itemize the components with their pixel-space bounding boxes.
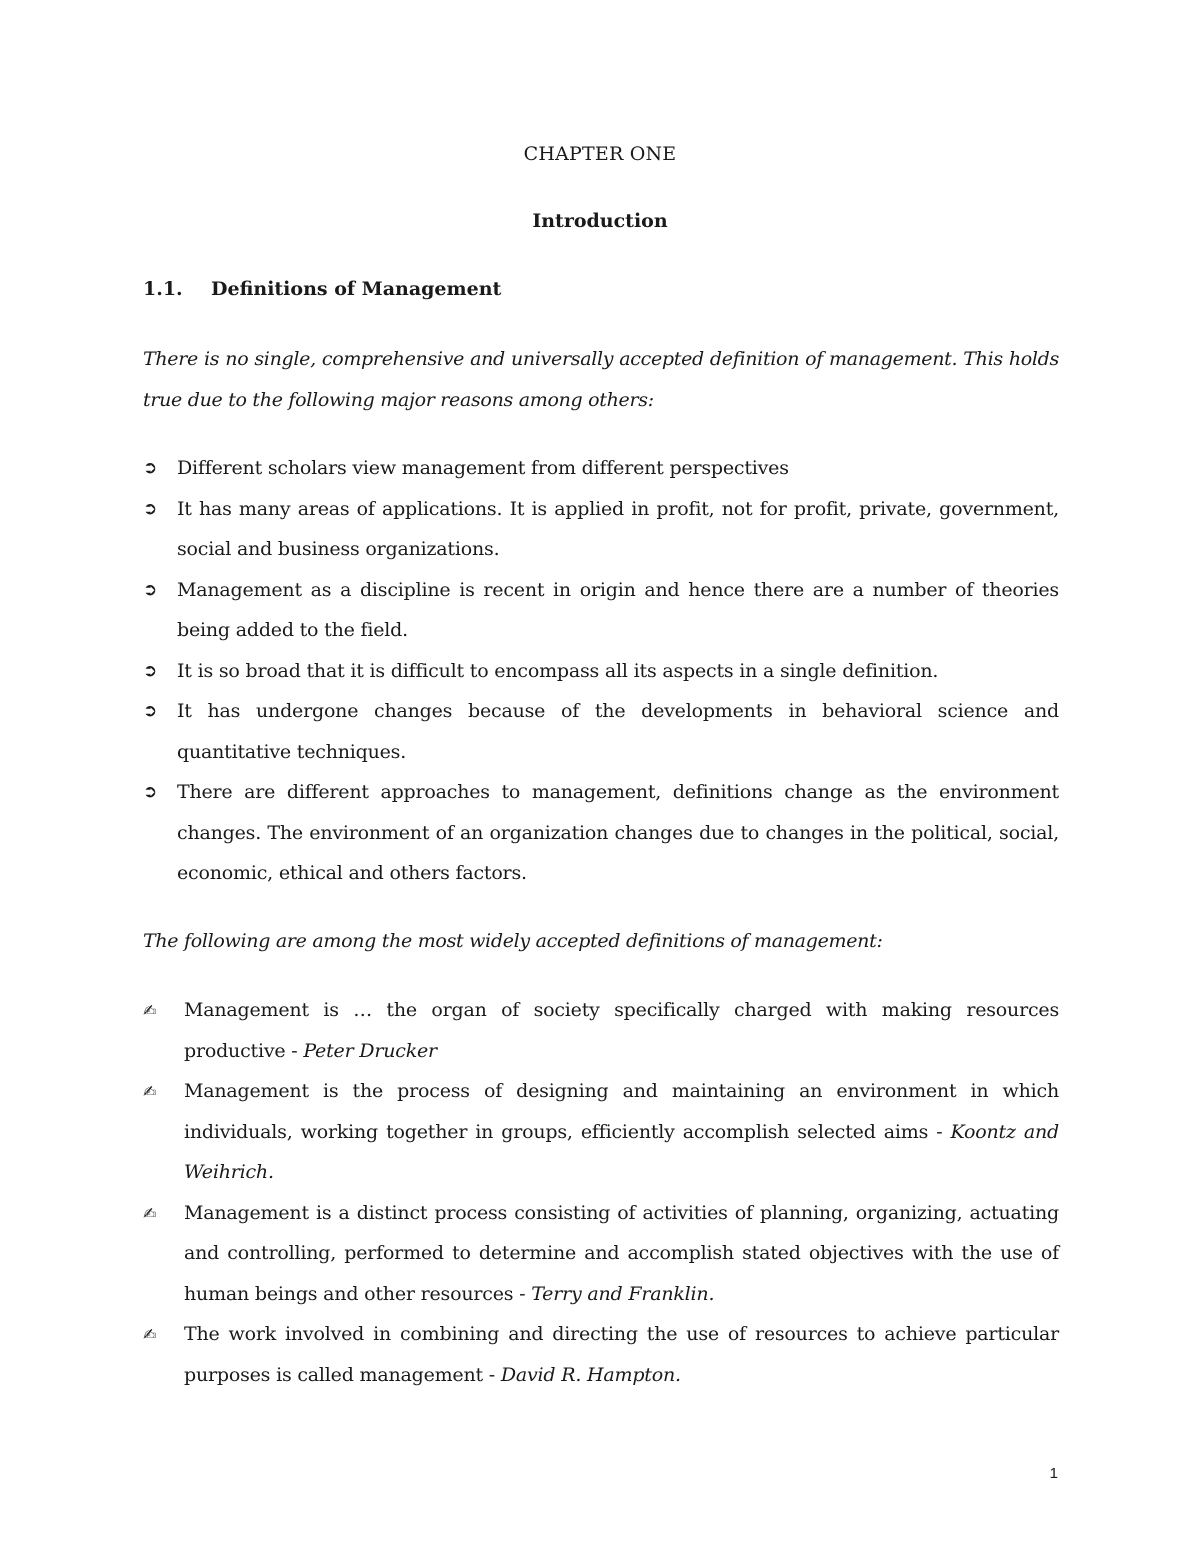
definition-text: The work involved in combining and directing the use of resources to achieve particular purposes is called management -	[184, 1323, 1059, 1386]
subsection-title: Definitions of Management	[211, 278, 502, 300]
definition-text: Management is a distinct process consisting of activities of planning, organizing, actuating and controlling, performed to determine and accomplish stated objectives with the use of human beings and other resources -	[184, 1201, 1059, 1305]
list-item	[143, 570, 1059, 651]
reasons-list	[143, 448, 1059, 894]
chapter-title: CHAPTER ONE	[523, 143, 677, 165]
page-number: 1	[1049, 1465, 1058, 1482]
subsection-number: 1.1.	[143, 278, 183, 300]
list-item-text: Different scholars view management from different perspectives	[177, 457, 789, 479]
arrow-bullet-icon: ➲	[143, 701, 158, 721]
writing-hand-icon: ✍	[143, 1203, 157, 1223]
list-item	[143, 691, 1059, 772]
list-item	[143, 651, 1059, 692]
definitions-list	[143, 990, 1059, 1395]
arrow-bullet-icon: ➲	[143, 579, 158, 600]
definitions-intro: The following are among the most widely accepted definitions of management:	[143, 930, 883, 952]
list-item-text: Management as a discipline is recent in origin and hence there are a number of theories being added to the field.	[177, 578, 1059, 641]
list-item-text: It has many areas of applications. It is applied in profit, not for profit, private, government, social and business organizations.	[177, 497, 1059, 560]
arrow-bullet-icon: ➲	[143, 782, 158, 802]
arrow-bullet-icon: ➲	[143, 498, 158, 519]
intro-paragraph: There is no single, comprehensive and universally accepted definition of management. This holds true due to the following major reasons among others:	[143, 348, 1059, 411]
section-title: Introduction	[532, 210, 668, 232]
definition-author: David R. Hampton.	[500, 1363, 681, 1386]
definition-item	[143, 1314, 1059, 1395]
arrow-bullet-icon: ➲	[143, 458, 158, 478]
definition-text: Management is … the organ of society specifically charged with making resources productive -	[184, 999, 1059, 1062]
writing-hand-icon: ✍	[143, 1082, 157, 1101]
definition-author: Koontz and Weihrich.	[184, 1120, 1059, 1183]
list-item	[143, 489, 1059, 570]
list-item	[143, 772, 1059, 894]
definition-item	[143, 990, 1059, 1071]
list-item-text: It has undergone changes because of the developments in behavioral science and quantitative techniques.	[177, 700, 1059, 763]
writing-hand-icon: ✍	[143, 1001, 157, 1020]
list-item-text: It is so broad that it is difficult to encompass all its aspects in a single definition.	[177, 659, 939, 682]
writing-hand-icon: ✍	[143, 1325, 157, 1344]
definition-item	[143, 1071, 1059, 1193]
arrow-bullet-icon: ➲	[143, 660, 158, 681]
definition-item	[143, 1193, 1059, 1315]
definition-author: Peter Drucker	[303, 1039, 437, 1062]
subsection-heading	[143, 278, 501, 300]
list-item-text: There are different approaches to management, definitions change as the environment changes. The environment of an organization changes due to changes in the political, social, economic, ethical and others factors.	[177, 781, 1059, 884]
definition-text: Management is the process of designing and maintaining an environment in which individuals, working together in groups, efficiently accomplish selected aims -	[184, 1080, 1059, 1143]
definition-author: Terry and Franklin.	[531, 1282, 715, 1305]
list-item	[143, 448, 1059, 489]
